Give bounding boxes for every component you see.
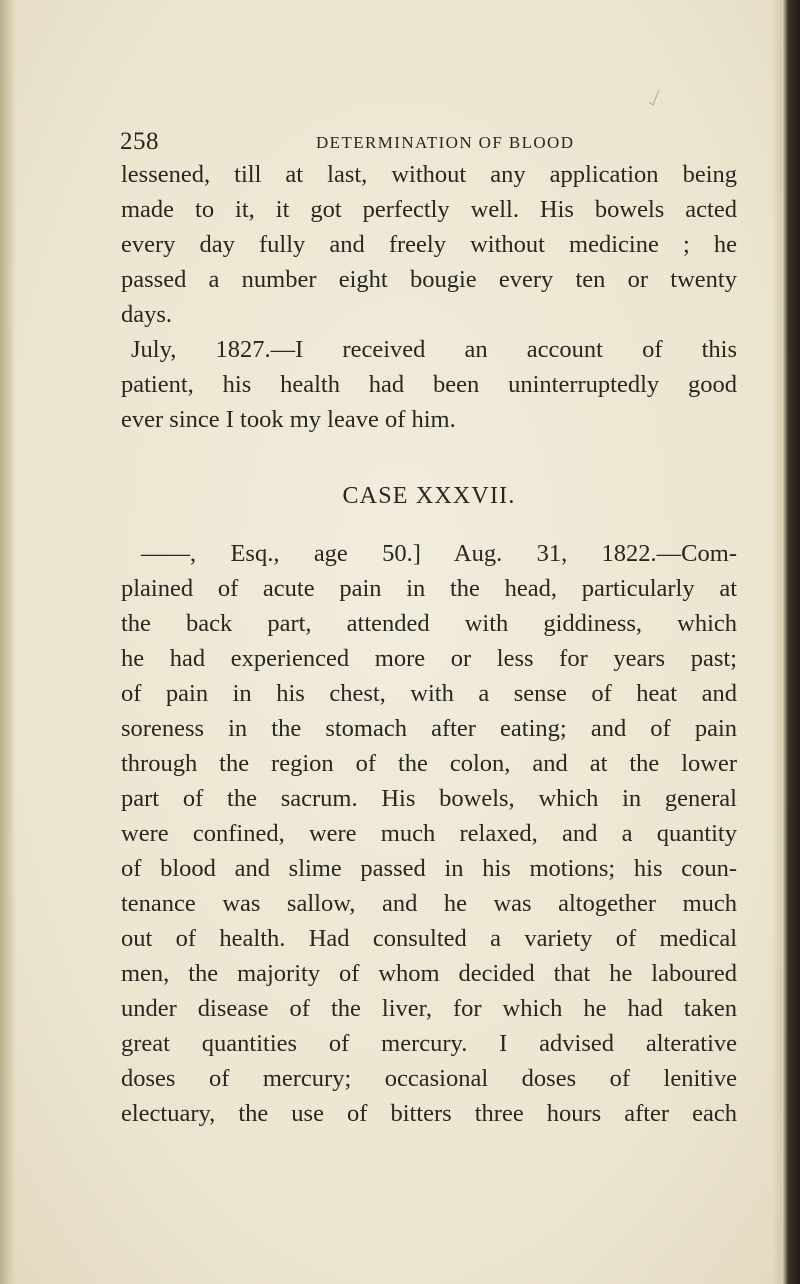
text-line: passed a number eight bougie every ten or twenty — [121, 266, 737, 293]
case-heading: CASE XXXVII. — [342, 483, 516, 509]
text-line: of blood and slime passed in his motions; his coun- — [121, 855, 737, 882]
text-line: soreness in the stomach after eating; and of pain — [121, 715, 737, 742]
text-line: out of health. Had consulted a variety of medical — [121, 925, 737, 952]
text-line: plained of acute pain in the head, particularly at — [121, 575, 737, 602]
text-line: the back part, attended with giddiness, which — [121, 610, 737, 637]
page-edge-shadow — [782, 0, 800, 1284]
text-line: doses of mercury; occasional doses of lenitive — [121, 1065, 737, 1092]
text-line: ever since I took my leave of him. — [121, 406, 456, 433]
page-gutter-shadow — [0, 0, 16, 1284]
pencil-tick-mark — [648, 88, 660, 106]
text-line: he had experienced more or less for years past; — [121, 645, 737, 672]
running-title: DETERMINATION OF BLOOD — [316, 133, 575, 152]
text-line: lessened, till at last, without any application being — [121, 161, 737, 188]
text-line: great quantities of mercury. I advised alterative — [121, 1030, 737, 1057]
text-line: every day fully and freely without medicine ; he — [121, 231, 737, 258]
text-line: ——, Esq., age 50.] Aug. 31, 1822.—Com- — [141, 540, 737, 567]
page-edge-fold — [772, 0, 782, 1284]
body-text — [121, 157, 737, 1131]
text-line: made to it, it got perfectly well. His bowels acted — [121, 196, 737, 223]
text-line: days. — [121, 301, 173, 328]
running-head — [120, 128, 640, 158]
text-line: part of the sacrum. His bowels, which in general — [121, 785, 737, 812]
text-line: under disease of the liver, for which he had taken — [121, 995, 737, 1022]
text-line: July, 1827.—I received an account of this — [131, 336, 737, 363]
text-line: tenance was sallow, and he was altogether much — [121, 890, 737, 917]
text-line: of pain in his chest, with a sense of heat and — [121, 680, 737, 707]
text-line: were confined, were much relaxed, and a quantity — [121, 820, 737, 847]
page-number: 258 — [120, 128, 159, 155]
text-line: electuary, the use of bitters three hours after each — [121, 1100, 737, 1127]
text-line: patient, his health had been uninterruptedly good — [121, 371, 737, 398]
text-line: men, the majority of whom decided that he laboured — [121, 960, 737, 987]
text-line: through the region of the colon, and at the lower — [121, 750, 737, 777]
